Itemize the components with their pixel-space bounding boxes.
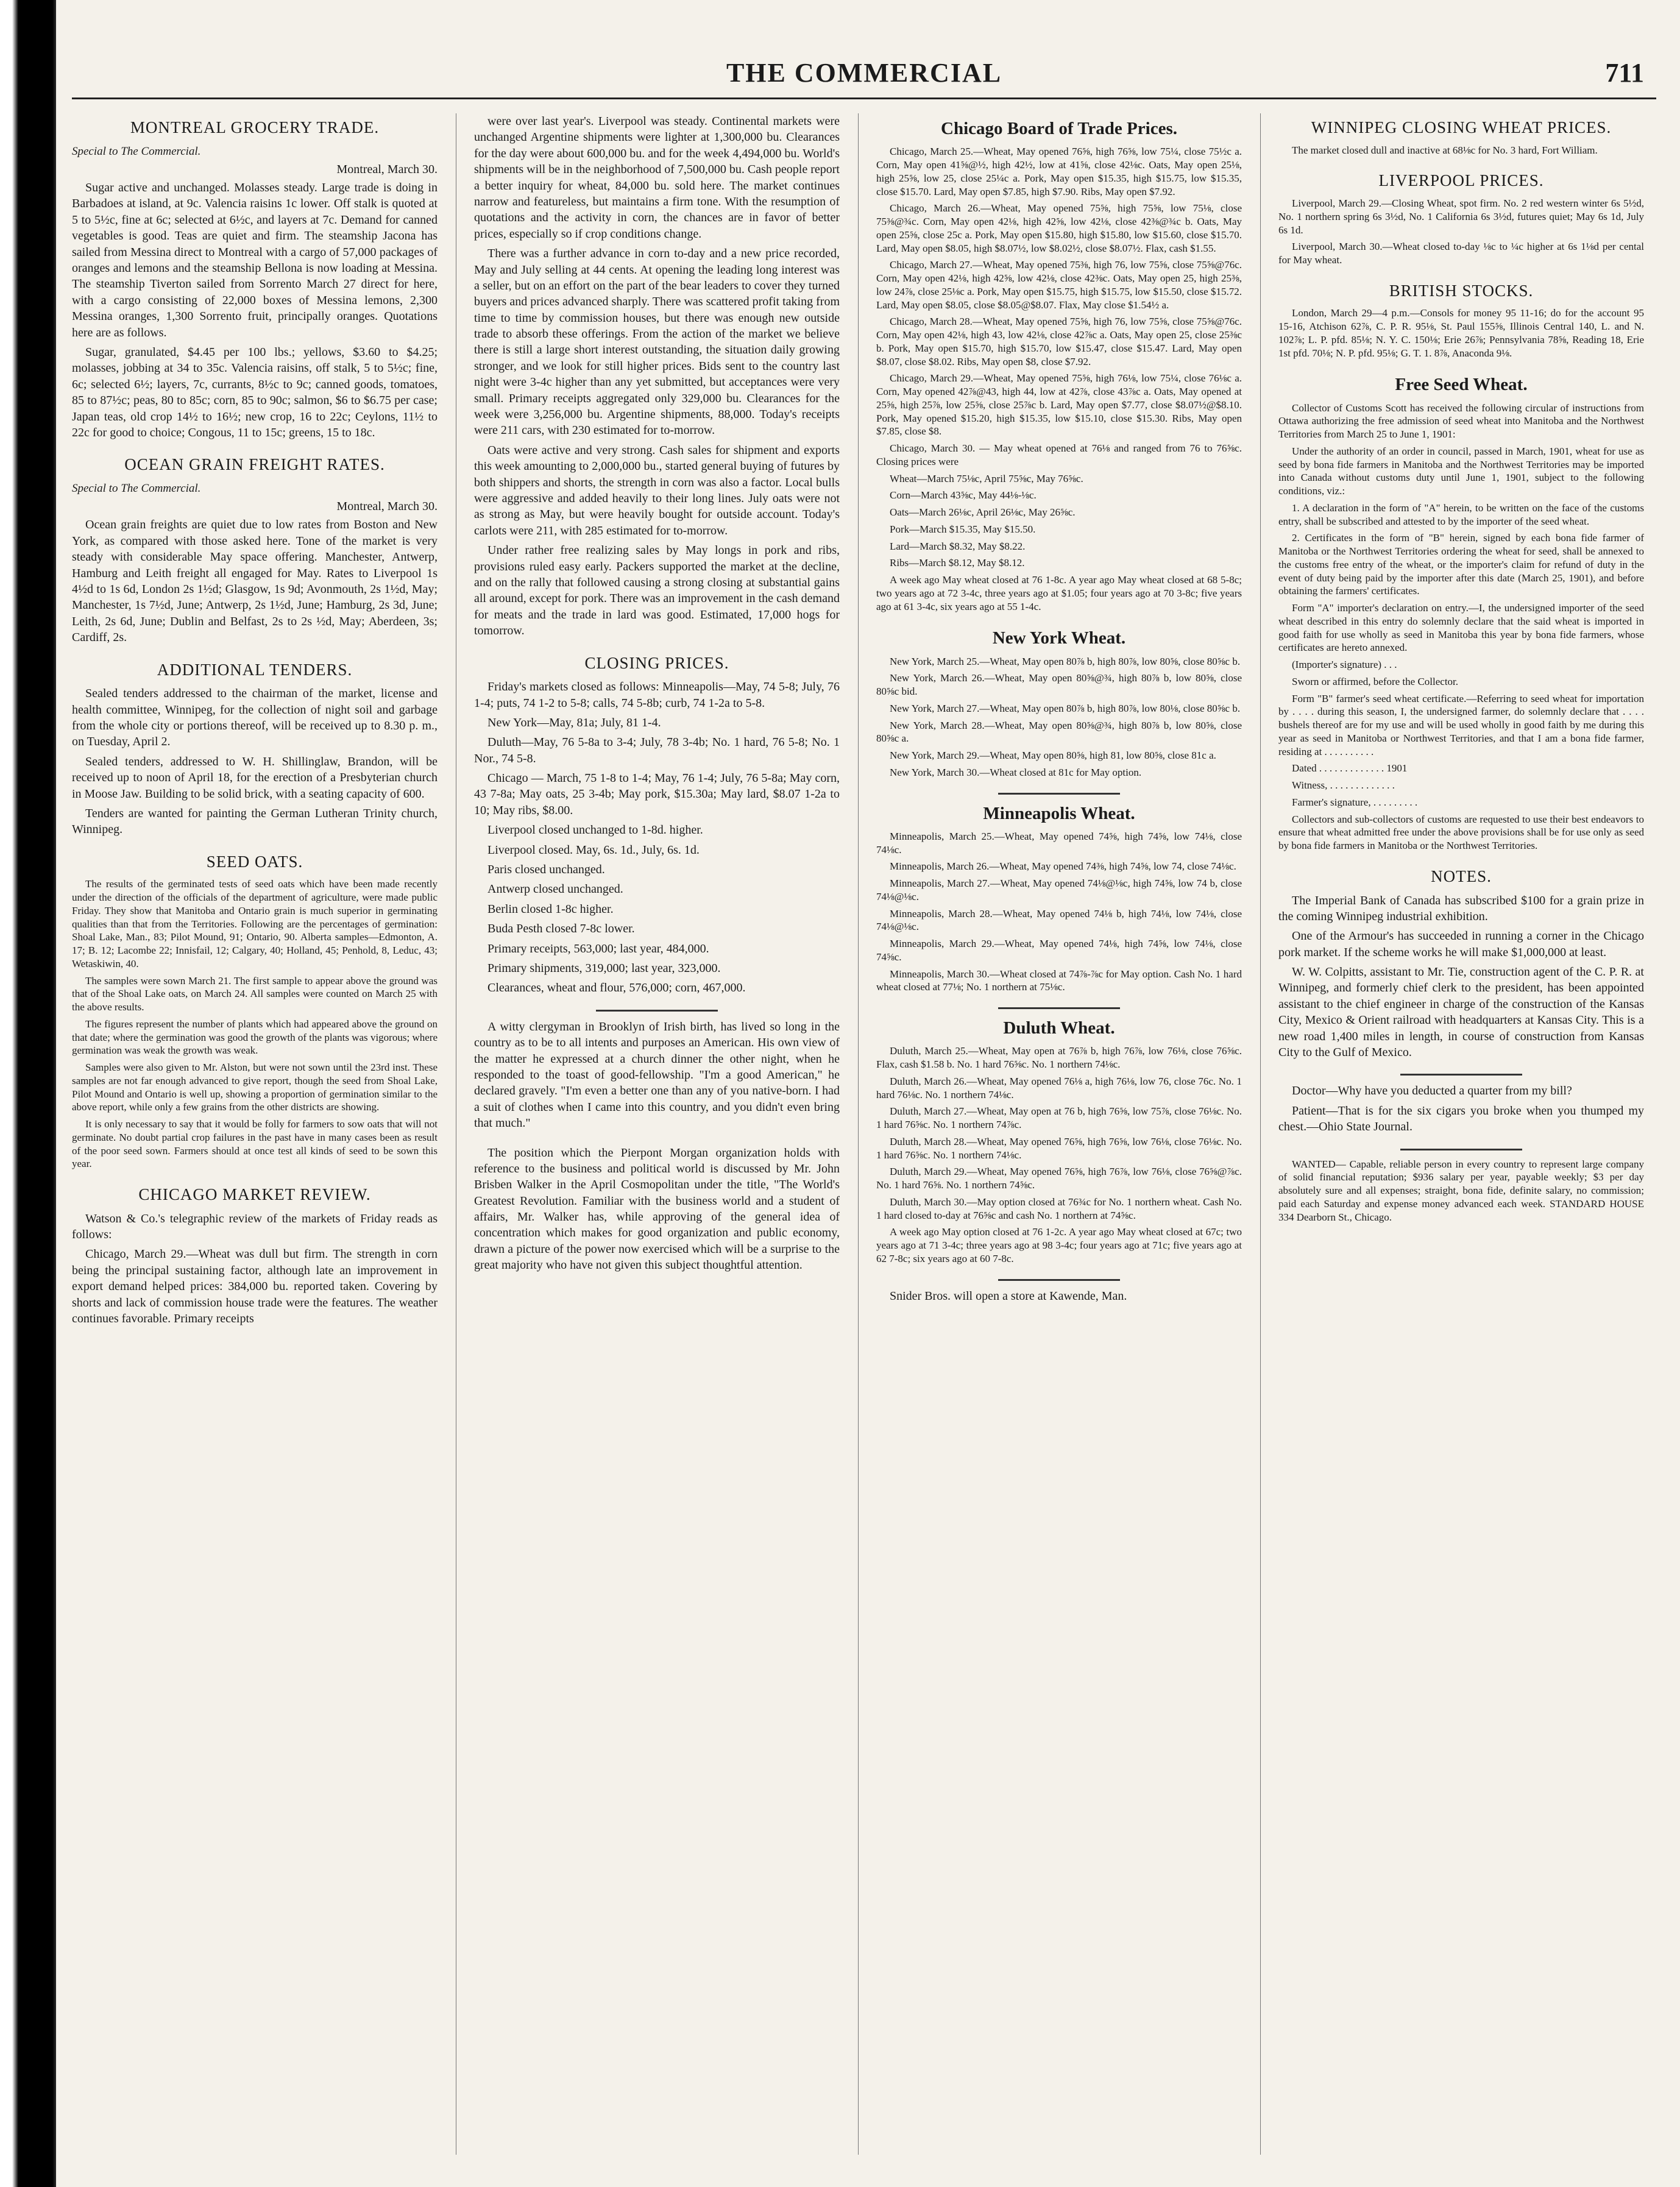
paragraph: The position which the Pierpont Morgan organization holds with reference to the business and political world is discussed by Mr. John Brisben Walker in the April Cosmopolitan under the title, "The World's Greatest Revolution. Familiar with the business world and a student of affairs, Mr. Walker has, while approving of the general idea of concentration which makes for good organization and public economy, drawn a picture of the power now exercised which will be a surprise to the great majority who have not given this subject thoughtful attention. xyxy=(474,1146,840,1272)
article-heading: MONTREAL GROCERY TRADE. xyxy=(130,118,380,136)
article-new-york xyxy=(876,626,1242,779)
paragraph: Chicago, March 27.—Wheat, May opened 75⅜, high 76, low 75⅝, close 75⅝@76c. Corn, May open 42⅛, high 42⅝, low 42⅛, close 42⅜c. Oats, May open 25, high 25⅜, low 24⅞, close 25⅛c a. Pork, May open $15.75, high $15.75, low $15.50, close $15.72. Lard, May open $8.05, close $8.05@$8.07. Flax, May close $1.54½ a. xyxy=(876,259,1242,311)
article-seed-oats xyxy=(72,851,438,1171)
article-body xyxy=(474,1019,840,1132)
paragraph: Chicago, March 28.—Wheat, May opened 75⅝, high 76, low 75⅝, close 75⅝@76c. Corn, May open 42⅛, high 43, low 42⅛, close 42⅞c a. Oats, May open 25, close 25⅜c b. Pork, May open $15.70, high $15.70, low $15.47, close $15.47. Lard, May open $8.07, close $8.02. Ribs, May open $8, close $7.92. xyxy=(876,316,1242,367)
article-body xyxy=(72,877,438,1171)
article-heading: Free Seed Wheat. xyxy=(1395,375,1528,395)
paragraph: Liverpool, March 30.—Wheat closed to-day ⅛c to ¼c higher at 6s 1⅛d per cental for May wheat. xyxy=(1278,241,1644,266)
paragraph: Duluth, March 26.—Wheat, May opened 76⅛ a, high 76⅛, low 76, close 76c. No. 1 hard 76⅛c. No. 1 northern 74⅛c. xyxy=(876,1075,1242,1101)
paragraph: Sugar, granulated, $4.45 per 100 lbs.; yellows, $3.60 to $4.25; molasses, jobbing at 34 to 35c. Valencia raisins, off stalk, 5 to 5½c; fine, 6c; selected 6½; layers, 7c, currants, 8½c to 9c; canned goods, tomatoes, 85 to 87½c; peas, 80 to 85c; corn, 85 to 90c; salmon, $6 to $6.75 per case; Japan teas, old crop 14½ to 16½; new crop, 16 to 22c; Ceylons, 11½ to 22c for good to choice; Congous, 11 to 15c; greens, 15 to 18c. xyxy=(72,346,438,439)
paragraph: Collectors and sub-collectors of customs are requested to use their best endeavors to ensure that wheat admitted free under the above provisions shall be for use only as seed by bona fide farmers in Manitoba or the Northwest Territories. xyxy=(1278,813,1644,852)
paragraph: Paris closed unchanged. xyxy=(487,863,605,877)
paragraph: The figures represent the number of plants which had appeared above the ground on that date; where the germination was good the growth of the plants was vigorous; where germination was weak the growth was weak. xyxy=(72,1018,438,1057)
article-chicago-board xyxy=(876,117,1242,613)
paragraph: Oats—March 26⅛c, April 26⅛c, May 26⅝c. xyxy=(890,506,1076,519)
article-wanted xyxy=(1278,1158,1644,1224)
paragraph: Chicago, March 25.—Wheat, May opened 76⅝, high 76⅝, low 75¼, close 75½c a. Corn, May open 41⅝@½, high 42½, low at 41⅝, close 42⅛c. Oats, May open 25⅛, high 25⅝, low 25, close 25¼c a. Pork, May open $15.35, high $15.75, low $15.35, close $15.70. Lard, May open $7.85, high $7.90. Ribs, May open $7.92. xyxy=(876,146,1242,197)
paragraph: were over last year's. Liverpool was steady. Continental markets were unchanged Argentine shipments were lighter at 1,300,000 bu. Clearances for the day were about 600,000 bu. and for the week 4,494,000 bu. World's shipments will be in the neighborhood of 7,500,000 bu. Cash people report a better inquiry for wheat, 84,000 bu. sold here. The market continues narrow and featureless, but maintains a firm tone. With the resumption of quotations and the activity in corn, the chances are in favor of better prices, especially so if crop conditions change. xyxy=(474,115,840,241)
article-body xyxy=(474,679,840,996)
separator-rule xyxy=(1400,1149,1522,1150)
paragraph: Friday's markets closed as follows: Minneapolis—May, 74 5-8; July, 76 1-4; puts, 74 1-2 to 5-8; calls, 74 5-8b; curb, 74 1-2a to 5-8. xyxy=(474,680,840,710)
paragraph: Doctor—Why have you deducted a quarter from my bill? xyxy=(1292,1084,1572,1098)
article-body xyxy=(72,180,438,441)
paragraph: Wheat—March 75⅛c, April 75⅝c, May 76⅝c. xyxy=(890,472,1083,484)
paragraph: New York, March 25.—Wheat, May open 80⅞ b, high 80⅞, low 80⅝, close 80⅝c b. xyxy=(890,655,1241,667)
article-heading: New York Wheat. xyxy=(992,628,1126,648)
article-heading: Duluth Wheat. xyxy=(1003,1018,1115,1038)
article-dateline: Montreal, March 30. xyxy=(336,162,438,176)
paragraph: Samples were also given to Mr. Alston, but were not sown until the 23rd inst. These samples are not far enough advanced to give report, though the seed from Shoal Lake, Pilot Mound and Ontario is well up, showing a proportion of germination similar to the above report, while only a few grains from the other districts are showing. xyxy=(72,1062,438,1113)
paragraph: Under rather free realizing sales by May longs in pork and ribs, provisions ruled easy early. Packers supported the market at the decline, and on the rally that followed causing a strong closing at substantial gains all around, except for pork. There was an improvement in the cash demand for meats and the trade in lard was good. Estimated, 17,000 hogs for tomorrow. xyxy=(474,544,840,638)
paragraph: 1. A declaration in the form of "A" herein, to be written on the face of the customs entry, shall be subscribed and attested to by the importer of the seed wheat. xyxy=(1278,502,1644,527)
paragraph: Antwerp closed unchanged. xyxy=(487,882,623,896)
article-body xyxy=(876,830,1242,994)
paragraph: Dated . . . . . . . . . . . . . 1901 xyxy=(1292,762,1408,774)
article-freight xyxy=(72,454,438,645)
article-special: Special to The Commercial. xyxy=(72,144,201,158)
separator-rule xyxy=(1400,1074,1522,1076)
paragraph: Chicago, March 29.—Wheat, May opened 75⅝, high 76⅛, low 75¼, close 76⅛c a. Corn, May opened 42⅞@43, high 44, low at 42⅞, close 43⅞c a. Oats, May opened at 25⅝, high 25⅞, low 25⅝, close 25⅞c b. Lard, May open $7.77, close $8.07½@$8.10. Pork, May opened $15.20, high $15.35, low $15.10, close $15.30. Ribs, May open $7.85, close $8. xyxy=(876,372,1242,438)
article-british-stocks xyxy=(1278,280,1644,360)
column-3 xyxy=(876,113,1242,2155)
article-heading: ADDITIONAL TENDERS. xyxy=(157,660,353,679)
article-body xyxy=(1278,1083,1644,1135)
article-body xyxy=(876,145,1242,613)
columns xyxy=(72,113,1656,2155)
paragraph: Form "A" importer's declaration on entry.—I, the undersigned importer of the seed wheat described in this entry do solemnly declare that the said wheat is imported in good faith for use wholly as seed in Manitoba this year by bona fide farmers, whose certificates are hereto annexed. xyxy=(1278,602,1644,654)
article-chicago-review xyxy=(72,1184,438,1327)
binding-edge xyxy=(0,0,56,2187)
paragraph: London, March 29—4 p.m.—Consols for money 95 11-16; do for the account 95 15-16, Atchison 62⅞, C. P. R. 95⅛, St. Paul 155⅝, Illinois Central 140, L. and N. 102⅞; L. P. pfd. 85⅛; N. Y. C. 150⅛; Erie 26⅞; Pennsylvania 78⅝, Reading 18, Erie 1st pfd. 70⅛; N. P. pfd. 95⅛; G. T. 1. 8⅞, Anaconda 9⅛. xyxy=(1278,307,1644,359)
page-title: THE COMMERCIAL xyxy=(726,58,1002,88)
article-heading: CHICAGO MARKET REVIEW. xyxy=(138,1185,371,1204)
paragraph: W. W. Colpitts, assistant to Mr. Tie, construction agent of the C. P. R. at Winnipeg, and formerly chief clerk to the president, has been appointed assistant to the chief engineer in charge of the construction of the Kansas City, Mexico & Orient railroad with headquarters at Kansas City. This is a new road 1,400 miles in length, in course of construction from Kansas City to the Gulf of Mexico. xyxy=(1278,965,1644,1060)
column-rule xyxy=(1260,113,1261,2155)
article-heading: OCEAN GRAIN FREIGHT RATES. xyxy=(124,455,385,474)
paragraph: Sugar active and unchanged. Molasses steady. Large trade is doing in Barbadoes at island, at 9c. Valencia raisins 1c lower. Off stalk is quoted at 5 to 5½c, fine at 6c; selected at 6½c, and layers at 7c. Demand for canned vegetables is good. Teas are quiet and firm. The steamship Jacona has sailed from Messina direct to Montreal with a cargo of 57,000 packages of oranges and lemons and the steamship Bellona is now loading at Messina. The steamship Tiverton sailed from Sorrento March 27 direct for here, with a cargo consisting of 22,000 boxes of Messina lemons, 2,300 Messina oranges, 1,300 Sorrento fruit, principally oranges. Quotations here are as follows. xyxy=(72,181,438,339)
article-body xyxy=(474,113,840,639)
paragraph: Watson & Co.'s telegraphic review of the markets of Friday reads as follows: xyxy=(72,1211,438,1242)
paragraph: There was a further advance in corn to-day and a new price recorded, May and July selling at 44 cents. At opening the leading long interest was a seller, but on an effort on the part of the bear leaders to cover they turned buyers and prices advanced sharply. There was scattered profit taking from time to time by commission houses, but there was enough new outside trade to absorb these offerings. From the action of the market we believe there is still a large short interest outstanding, the situation daily growing stronger, and we look for still higher prices. Bids sent to the country last night were 3-4c higher than any yet submitted, but acceptances were very small. Primary receipts aggregated only 329,000 bu. Clearances for the week were 3,256,000 bu. Argentine shipments, 88,000. Today's receipts were 211 cars, with 230 estimated for to-morrow. xyxy=(474,247,840,438)
paragraph: The results of the germinated tests of seed oats which have been made recently under the direction of the officials of the department of agriculture, were made public Friday. They show that Manitoba and Ontario grain is much superior in germinating qualities than that from the Territories. Following are the percentages of germination: Shoal Lake, Man., 83; Pilot Mound, 91; Ontario, 90. Alberta samples—Edmonton, A. 17; B. 12; Lacombe 22; Innisfail, 12; Calgary, 40; Holland, 45; Penhold, 8, Leduc, 43; Wetaskiwin, 40. xyxy=(72,878,438,969)
article-review-continued xyxy=(474,113,840,639)
article-morgan xyxy=(474,1145,840,1274)
paragraph: One of the Armour's has succeeded in running a corner in the Chicago pork market. If the scheme works he will make $1,000,000 at least. xyxy=(1278,929,1644,959)
paragraph: Minneapolis, March 29.—Wheat, May opened 74⅛, high 74⅝, low 74⅛, close 74⅝c. xyxy=(876,938,1242,963)
paragraph: Collector of Customs Scott has received the following circular of instructions from Ottawa authorizing the free admission of seed wheat into Manitoba and the Northwest Territories from March 25 to June 1, 1901: xyxy=(1278,402,1644,441)
article-body xyxy=(72,1211,438,1327)
paragraph: Duluth, March 30.—May option closed at 76¾c for No. 1 northern wheat. Cash No. 1 hard closed to-day at 76⅝c and cash No. 1 northern at 74⅝c. xyxy=(876,1196,1242,1221)
paragraph: A week ago May wheat closed at 76 1-8c. A year ago May wheat closed at 68 5-8c; two years ago at 72 3-4c, three years ago at $1.05; four years ago at 70 3-8c; five years ago at 61 3-4c, six years ago at 55 1-4c. xyxy=(876,574,1242,612)
separator-rule xyxy=(998,793,1120,795)
paragraph: Buda Pesth closed 7-8c lower. xyxy=(487,922,635,936)
separator-rule xyxy=(998,1279,1120,1281)
paragraph: Lard—March $8.32, May $8.22. xyxy=(890,540,1026,552)
article-body xyxy=(876,1288,1242,1304)
paragraph: Sealed tenders, addressed to W. H. Shillinglaw, Brandon, will be received up to noon of April 18, for the erection of a Presbyterian church in Moose Jaw. Building to be solid brick, with a seating capacity of 600. xyxy=(72,754,438,801)
paragraph: Liverpool closed. May, 6s. 1d., July, 6s. 1d. xyxy=(487,843,700,857)
paragraph: Witness, . . . . . . . . . . . . . xyxy=(1292,779,1395,792)
paragraph: Duluth, March 28.—Wheat, May opened 76⅝, high 76⅝, low 76⅛, close 76⅛c. No. 1 hard 76⅝c. No. 1 northern 74⅛c. xyxy=(876,1135,1242,1161)
paragraph: Form "B" farmer's seed wheat certificate.—Referring to seed wheat for importation by . . . . during this season, I, the undersigned farmer, do solemnly declare that . . . . bushels thereof are for my use and will be used wholly in good faith by me during this year as seed in Manitoba or Northwest Territories, and that I am a bona fide farmer, residing at . . . . . . . . . . xyxy=(1278,692,1644,757)
column-1 xyxy=(72,113,438,2155)
paragraph: Minneapolis, March 27.—Wheat, May opened 74⅛@⅛c, high 74⅝, low 74 b, close 74⅛@⅛c. xyxy=(876,877,1242,902)
paragraph: Duluth, March 27.—Wheat, May open at 76 b, high 76⅝, low 75⅞, close 76⅛c. No. 1 hard 76⅝c. No. 1 northern 74⅞c. xyxy=(876,1105,1242,1131)
paragraph: Oats were active and very strong. Cash sales for shipment and exports this week amounting to 2,000,000 bu., started general buying of futures by both shippers and shorts, the strength in corn was also a factor. Local bulls were aggressive and added heavily to their long lines. July oats were not as strong as May, but were heavily bought for outside account. Today's carlots were 211, with 285 estimated for to-morrow. xyxy=(474,443,840,537)
paragraph: (Importer's signature) . . . xyxy=(1292,659,1397,671)
article-special: Special to The Commercial. xyxy=(72,481,201,495)
article-dateline: Montreal, March 30. xyxy=(336,500,438,514)
paragraph: Tenders are wanted for painting the German Lutheran Trinity church, Winnipeg. xyxy=(72,806,438,837)
paragraph: It is only necessary to say that it would be folly for farmers to sow oats that will not germinate. No doubt partial crop failures in the past have in many cases been as result of the poor seed sown. Farmers should at once test all kinds of seed to be sown this year. xyxy=(72,1118,438,1170)
article-body xyxy=(876,655,1242,779)
article-heading: NOTES. xyxy=(1431,867,1492,885)
article-body xyxy=(1278,1158,1644,1224)
paragraph: Primary receipts, 563,000; last year, 484,000. xyxy=(487,941,709,955)
article-body xyxy=(1278,197,1644,267)
column-2 xyxy=(474,113,840,2155)
article-heading: Chicago Board of Trade Prices. xyxy=(941,119,1177,138)
paragraph: New York—May, 81a; July, 81 1-4. xyxy=(487,715,661,729)
paragraph: New York, March 29.—Wheat, May open 80⅝, high 81, low 80⅝, close 81c a. xyxy=(890,750,1216,762)
paragraph: Minneapolis, March 25.—Wheat, May opened 74⅝, high 74⅝, low 74⅛, close 74⅛c. xyxy=(876,830,1242,856)
newspaper-page xyxy=(72,55,1656,2163)
paragraph: Chicago, March 30. — May wheat opened at 76⅛ and ranged from 76 to 76⅝c. Closing prices were xyxy=(876,442,1242,467)
article-heading: CLOSING PRICES. xyxy=(584,653,729,672)
paragraph: WANTED— Capable, reliable person in every country to represent large company of solid financial reputation; $936 salary per year, payable weekly; $3 per day absolutely sure and all expenses; straight, bona fide, definite salary, no commission; paid each Saturday and expense money advanced each week. STANDARD HOUSE 334 Dearborn St., Chicago. xyxy=(1278,1158,1644,1223)
paragraph: Chicago — March, 75 1-8 to 1-4; May, 76 1-4; July, 76 5-8a; May corn, 43 7-8a; May oats, 25 3-4b; May pork, $15.30a; May lard, $8.07 1-2a to 10; May ribs, $8.00. xyxy=(474,771,840,817)
article-duluth xyxy=(876,1016,1242,1266)
paragraph: New York, March 30.—Wheat closed at 81c for May option. xyxy=(890,766,1142,778)
paragraph: Minneapolis, March 30.—Wheat closed at 74⅞-⅞c for May option. Cash No. 1 hard wheat closed at 77⅛; No. 1 northern at 75⅛c. xyxy=(876,968,1242,993)
paragraph: 2. Certificates in the form of "B" herein, signed by each bona fide farmer of Manitoba or the Northwest Territories ordering the wheat for seed, shall be annexed to the customs free entry of the wheat, or the importer's claim for refund of duty in the event of duty being paid by the importer after this date (March 25, 1901), and before obtaining the farmers' certificates. xyxy=(1278,532,1644,597)
paragraph: New York, March 27.—Wheat, May open 80⅞ b, high 80⅞, low 80⅛, close 80⅝c b. xyxy=(890,702,1241,714)
separator-rule xyxy=(596,1010,718,1012)
article-body xyxy=(474,1145,840,1274)
article-heading: SEED OATS. xyxy=(206,852,303,871)
paragraph: Under the authority of an order in council, passed in March, 1901, wheat for use as seed by bona fide farmers in Manitoba and the Northwest Territories may be imported into Canada without customs duty until June 1, 1901, subject to the following conditions, viz.: xyxy=(1278,445,1644,497)
article-heading: Minneapolis Wheat. xyxy=(983,803,1135,823)
column-4 xyxy=(1278,113,1644,2155)
paragraph: Corn—March 43⅝c, May 44⅛-⅛c. xyxy=(890,489,1037,502)
article-snider xyxy=(876,1288,1242,1304)
paragraph: A witty clergyman in Brooklyn of Irish birth, has lived so long in the country as to be to all intents and purposes an American. His own view of the matter he expressed at a church dinner the other night, when he responded to the toast of good-fellowship. "I'm a good American," he declared gravely. "I'm even a better one than any of you native-born. I had a suit of clothes when I came into this country, and you didn't even bring that much." xyxy=(474,1019,840,1130)
paragraph: Chicago, March 29.—Wheat was dull but firm. The strength in corn being the principal sustaining factor, although late an improvement in export demand helped prices: 384,000 bu. reported taken. Covering by shorts and lack of commission house trade were the features. The weather continues favorable. Primary receipts xyxy=(72,1247,438,1326)
article-winnipeg xyxy=(1278,117,1644,157)
article-body xyxy=(1278,893,1644,1061)
article-closing-prices xyxy=(474,653,840,996)
article-heading: WINNIPEG CLOSING WHEAT PRICES. xyxy=(1311,118,1612,136)
article-body xyxy=(876,1044,1242,1265)
paragraph: Minneapolis, March 28.—Wheat, May opened 74⅛ b, high 74⅛, low 74⅛, close 74⅛@⅛c. xyxy=(876,907,1242,933)
paragraph: Ocean grain freights are quiet due to low rates from Boston and New York, as compared with those asked here. Tone of the market is very steady with considerable May space offering. Manchester, Antwerp, Hamburg and Leith freight all engaged for May. Rates to Liverpool 1s 4½d to 1s 6d, London 2s 1½d; Glasgow, 1s 9d; Avonmouth, 2s 1½d, May; Manchester, 1s 7½d, June; Antwerp, 2s 1½d, June; Hamburg, 2s 3d, June; Leith, 2s 6d, June; Dublin and Belfast, 2s to 2s ½d, May; Aberdeen, 3s; Cardiff, 2s. xyxy=(72,518,438,645)
paragraph: New York, March 28.—Wheat, May open 80⅝@¾, high 80⅞ b, low 80⅝, close 80⅝c a. xyxy=(876,719,1242,745)
page-number: 711 xyxy=(1605,58,1644,88)
paragraph: Liverpool, March 29.—Closing Wheat, spot firm. No. 2 red western winter 6s 5½d, No. 1 northern spring 6s 3½d, No. 1 California 6s 3½d, futures quiet; May 6s 1d, July 6s 1d. xyxy=(1278,197,1644,236)
article-body xyxy=(72,517,438,645)
paragraph: Chicago, March 26.—Wheat, May opened 75⅝, high 75⅝, low 75⅛, close 75⅜@¾c. Corn, May open 42⅛, high 42⅝, low 42⅛, close 42⅜@¾c b. Oats, May open 25⅝, close 25c a. Pork, May open $15.80, high $15.80, low $15.60, close $15.70. Lard, May open $8.05, high $8.07½, low $8.02½, close $8.07½. Flax, cash $1.55. xyxy=(876,202,1242,254)
article-heading: LIVERPOOL PRICES. xyxy=(1378,171,1544,190)
paragraph: Minneapolis, March 26.—Wheat, May opened 74⅜, high 74⅝, low 74, close 74⅛c. xyxy=(890,860,1236,873)
article-minneapolis xyxy=(876,802,1242,994)
paragraph: Duluth—May, 76 5-8a to 3-4; July, 78 3-4b; No. 1 hard, 76 5-8; No. 1 Nor., 74 5-8. xyxy=(474,735,840,765)
paragraph: The Imperial Bank of Canada has subscribed $100 for a grain prize in the coming Winnipeg industrial exhibition. xyxy=(1278,893,1644,923)
paragraph: Duluth, March 29.—Wheat, May opened 76⅝, high 76⅞, low 76⅛, close 76⅝@⅞c. No. 1 hard 76⅝. No. 1 northern 74⅝c. xyxy=(876,1166,1242,1191)
paragraph: Duluth, March 25.—Wheat, May open at 76⅞ b, high 76⅞, low 76⅛, close 76⅝c. Flax, cash $1.58 b. No. 1 hard 76⅝c. No. 1 northern 74⅛c. xyxy=(876,1045,1242,1071)
paragraph: Pork—March $15.35, May $15.50. xyxy=(890,523,1036,535)
article-body xyxy=(1278,402,1644,852)
column-rule xyxy=(858,113,859,2155)
article-liverpool xyxy=(1278,170,1644,266)
paragraph: Liverpool closed unchanged to 1-8d. higher. xyxy=(487,823,703,837)
paragraph: The market closed dull and inactive at 68⅛c for No. 3 hard, Fort William. xyxy=(1292,144,1598,156)
article-heading: BRITISH STOCKS. xyxy=(1389,281,1534,300)
paragraph: Sealed tenders addressed to the chairman of the market, license and health committee, Winnipeg, for the collection of night soil and garbage from the whole city or portions thereof, will be received up to 8.30 p. m., on Tuesday, April 2. xyxy=(72,687,438,749)
article-free-seed xyxy=(1278,373,1644,852)
paragraph: Ribs—March $8.12, May $8.12. xyxy=(890,557,1025,569)
paragraph: Primary shipments, 319,000; last year, 323,000. xyxy=(487,961,721,975)
article-notes xyxy=(1278,866,1644,1061)
paragraph: Berlin closed 1-8c higher. xyxy=(487,902,614,916)
article-body xyxy=(1278,307,1644,360)
separator-rule xyxy=(998,1007,1120,1009)
article-body xyxy=(1278,144,1644,157)
paragraph: New York, March 26.—Wheat, May open 80⅝@¾, high 80⅞ b, low 80⅝, close 80⅝c bid. xyxy=(876,672,1242,698)
paragraph: Clearances, wheat and flour, 576,000; corn, 467,000. xyxy=(487,981,746,995)
article-doctor xyxy=(1278,1083,1644,1135)
paragraph: A week ago May option closed at 76 1-2c. A year ago May wheat closed at 67c; two years ago at 71 3-4c; three years ago at 98 3-4c; four years ago at 71c; five years ago at 62 7-8c; six years ago at 60 7-8c. xyxy=(876,1226,1242,1264)
paragraph: The samples were sown March 21. The first sample to appear above the ground was that of the Shoal Lake oats, on March 24. All samples were counted on March 25 with the above results. xyxy=(72,974,438,1013)
article-tenders xyxy=(72,659,438,838)
article-clergyman xyxy=(474,1019,840,1132)
article-grocery xyxy=(72,117,438,441)
paragraph: Snider Bros. will open a store at Kawende, Man. xyxy=(890,1289,1127,1303)
article-body xyxy=(72,686,438,838)
paragraph: Farmer's signature, . . . . . . . . . xyxy=(1292,796,1418,808)
paragraph: Patient—That is for the six cigars you broke when you thumped my chest.—Ohio State Journal. xyxy=(1278,1104,1644,1134)
paragraph: Sworn or affirmed, before the Collector. xyxy=(1292,675,1459,687)
page-header xyxy=(72,55,1656,99)
